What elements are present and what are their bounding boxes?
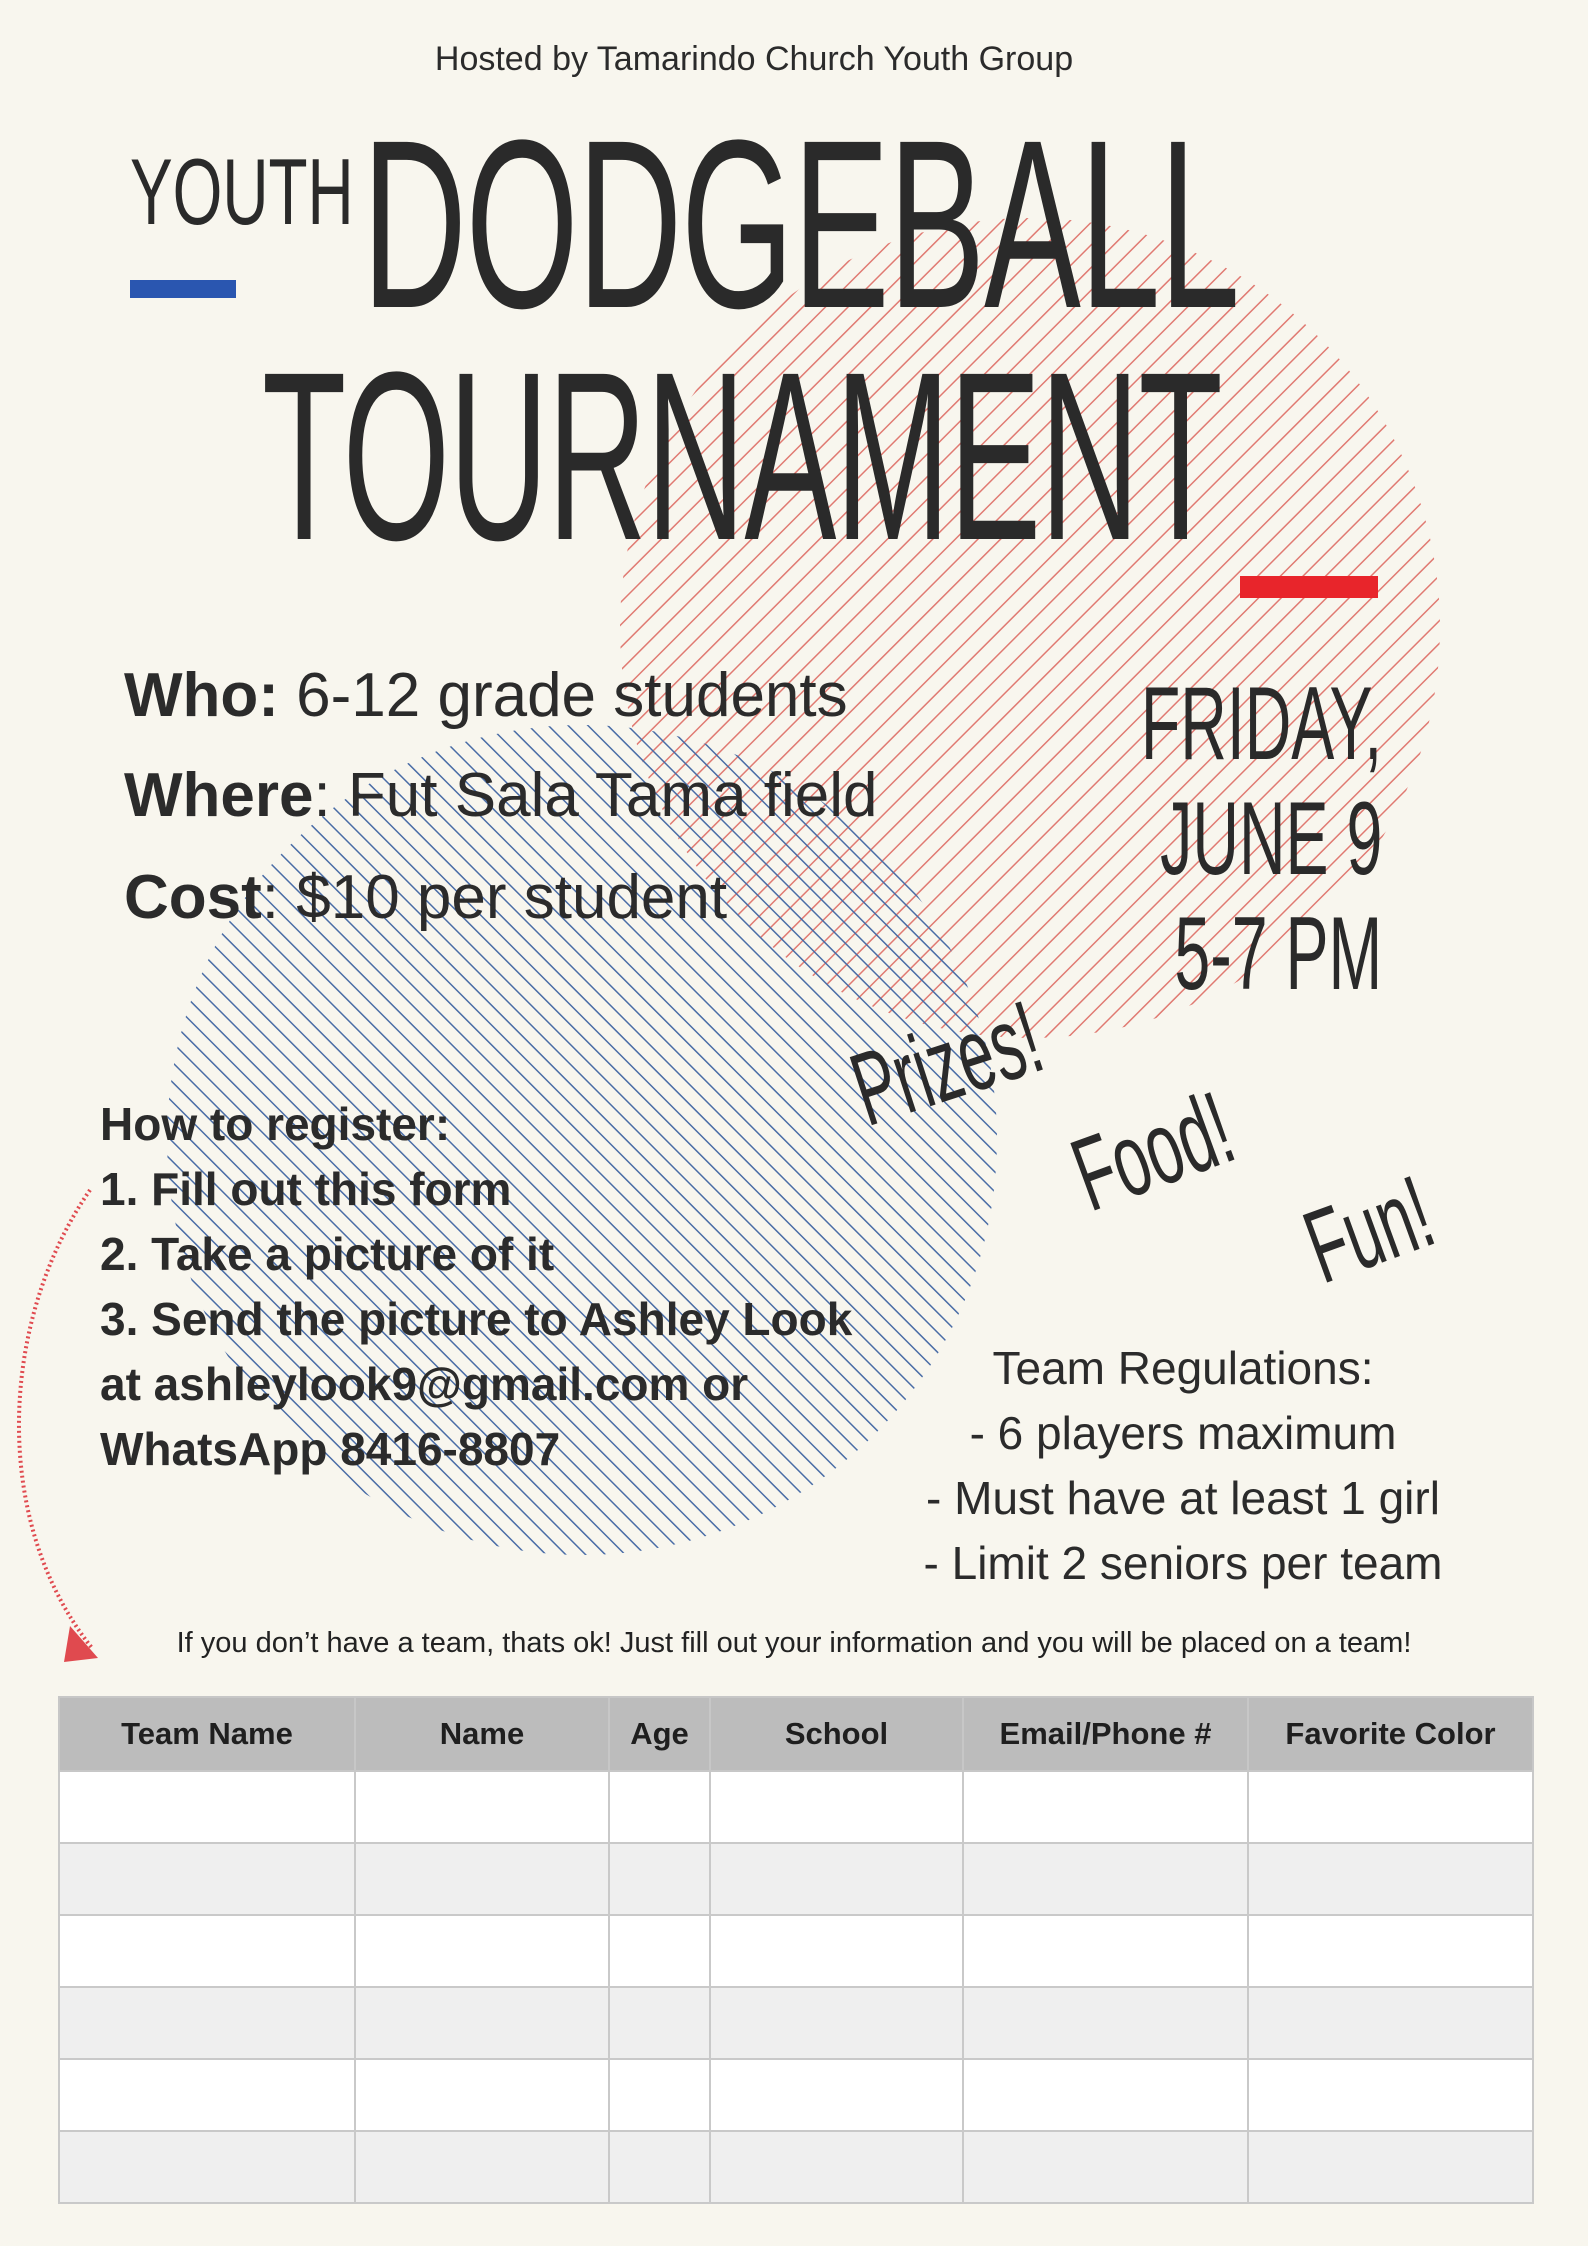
red-accent-bar — [1240, 576, 1378, 598]
event-time: 5-7 PM — [1174, 896, 1382, 1012]
form-cell-school[interactable] — [710, 1771, 963, 1843]
form-cell-team-name[interactable] — [59, 1843, 355, 1915]
team-note: If you don’t have a team, thats ok! Just fill out your information and you will be placed on a team! — [176, 1627, 1412, 1659]
column-header-team-name: Team Name — [59, 1697, 355, 1771]
register-step-2: 2. Take a picture of it — [100, 1228, 555, 1280]
form-cell-team-name[interactable] — [59, 1987, 355, 2059]
form-cell-name[interactable] — [355, 1915, 609, 1987]
register-step-3-email: at ashleylook9@gmail.com or — [100, 1358, 749, 1410]
register-instructions — [100, 1092, 852, 1482]
register-heading: How to register: — [100, 1098, 451, 1150]
form-cell-email-phone[interactable] — [963, 1843, 1248, 1915]
form-cell-email-phone[interactable] — [963, 1771, 1248, 1843]
where-value: : Fut Sala Tama field — [313, 761, 878, 830]
form-cell-favorite-color[interactable] — [1248, 1843, 1533, 1915]
where-label: Where — [124, 761, 314, 830]
form-cell-school[interactable] — [710, 1987, 963, 2059]
cost-line — [124, 862, 727, 933]
event-day: FRIDAY, — [1140, 666, 1382, 782]
table-header-row — [59, 1697, 1533, 1771]
register-step-1: 1. Fill out this form — [100, 1163, 512, 1215]
cost-value: : $10 per student — [261, 863, 728, 932]
form-cell-age[interactable] — [609, 1771, 710, 1843]
form-cell-favorite-color[interactable] — [1248, 1987, 1533, 2059]
highlight-food: Food! — [1058, 1070, 1248, 1234]
form-cell-favorite-color[interactable] — [1248, 1771, 1533, 1843]
form-cell-team-name[interactable] — [59, 1771, 355, 1843]
column-header-age: Age — [609, 1697, 710, 1771]
table-row — [59, 1771, 1533, 1843]
form-cell-team-name[interactable] — [59, 2131, 355, 2203]
title-dodgeball: DODGEBALL — [362, 90, 1239, 358]
form-cell-age[interactable] — [609, 2059, 710, 2131]
form-cell-favorite-color[interactable] — [1248, 1915, 1533, 1987]
team-regulations — [898, 1336, 1468, 1596]
form-cell-age[interactable] — [609, 1915, 710, 1987]
register-step-3-whatsapp: WhatsApp 8416-8807 — [100, 1423, 561, 1475]
column-header-school: School — [710, 1697, 963, 1771]
form-cell-name[interactable] — [355, 2059, 609, 2131]
regulations-heading: Team Regulations: — [992, 1342, 1374, 1394]
form-cell-age[interactable] — [609, 1843, 710, 1915]
title-tournament: TOURNAMENT — [262, 322, 1222, 590]
where-line — [124, 760, 878, 831]
form-cell-email-phone[interactable] — [963, 1915, 1248, 1987]
who-label: Who: — [124, 661, 279, 730]
title-youth: YOUTH — [130, 139, 354, 244]
form-cell-school[interactable] — [710, 1915, 963, 1987]
form-cell-email-phone[interactable] — [963, 2131, 1248, 2203]
column-header-email-phone: Email/Phone # — [963, 1697, 1248, 1771]
form-cell-email-phone[interactable] — [963, 2059, 1248, 2131]
table-row — [59, 1987, 1533, 2059]
form-cell-name[interactable] — [355, 1771, 609, 1843]
table-row — [59, 2131, 1533, 2203]
who-line — [124, 660, 848, 731]
form-cell-age[interactable] — [609, 1987, 710, 2059]
regulation-rule-3: - Limit 2 seniors per team — [923, 1537, 1443, 1589]
form-cell-name[interactable] — [355, 1987, 609, 2059]
form-cell-favorite-color[interactable] — [1248, 2059, 1533, 2131]
curved-arrow — [19, 1190, 92, 1648]
highlight-prizes: Prizes! — [838, 979, 1056, 1149]
register-step-3: 3. Send the picture to Ashley Look — [100, 1293, 853, 1345]
event-date: JUNE 9 — [1159, 781, 1382, 897]
signup-form-table — [58, 1696, 1534, 2204]
form-cell-age[interactable] — [609, 2131, 710, 2203]
form-cell-school[interactable] — [710, 2131, 963, 2203]
table-row — [59, 1843, 1533, 1915]
form-body — [59, 1771, 1533, 2203]
cost-label: Cost — [124, 863, 262, 932]
form-cell-name[interactable] — [355, 1843, 609, 1915]
form-cell-email-phone[interactable] — [963, 1987, 1248, 2059]
table-row — [59, 1915, 1533, 1987]
form-cell-favorite-color[interactable] — [1248, 2131, 1533, 2203]
blue-accent-bar — [130, 280, 236, 298]
highlight-fun: Fun! — [1290, 1154, 1448, 1306]
host-line: Hosted by Tamarindo Church Youth Group — [434, 40, 1074, 78]
form-cell-school[interactable] — [710, 1843, 963, 1915]
column-header-favorite-color: Favorite Color — [1248, 1697, 1533, 1771]
form-cell-team-name[interactable] — [59, 2059, 355, 2131]
column-header-name: Name — [355, 1697, 609, 1771]
form-cell-name[interactable] — [355, 2131, 609, 2203]
form-cell-school[interactable] — [710, 2059, 963, 2131]
table-row — [59, 2059, 1533, 2131]
form-cell-team-name[interactable] — [59, 1915, 355, 1987]
regulation-rule-2: - Must have at least 1 girl — [926, 1472, 1440, 1524]
regulation-rule-1: - 6 players maximum — [969, 1407, 1397, 1459]
who-value: 6-12 grade students — [278, 661, 848, 730]
